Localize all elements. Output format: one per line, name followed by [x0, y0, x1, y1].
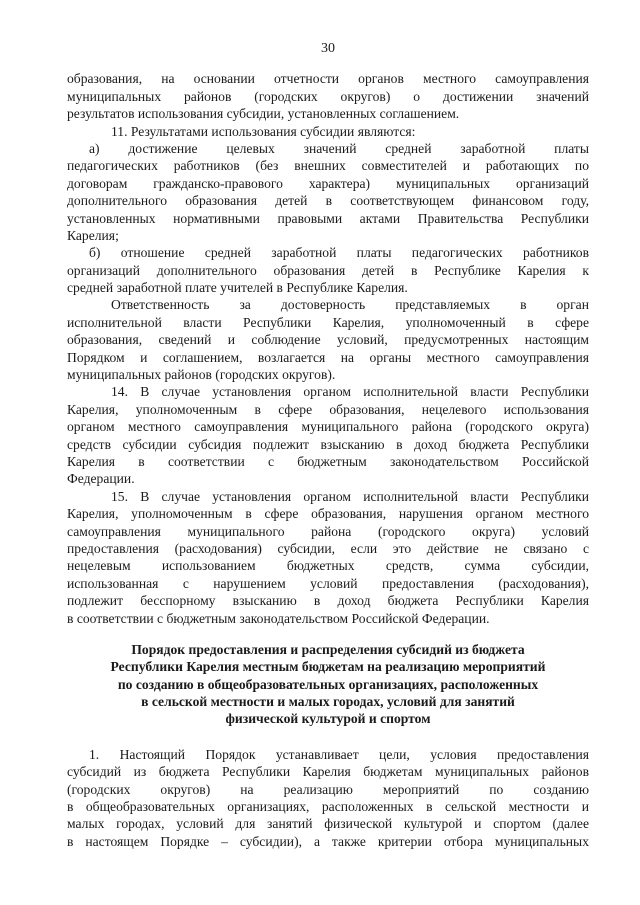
- text-line: 14. В случае установления органом исполнительной власти Республики: [111, 384, 589, 400]
- text-line: Карелия в соответствии с бюджетным законодательством Российской: [67, 454, 589, 469]
- text-line: в соответствии с бюджетным законодательством Российской Федерации.: [67, 610, 490, 626]
- text-line: б) отношение средней заработной платы педагогических работников: [89, 245, 589, 261]
- text-line: муниципальных районов (городских округов).: [67, 367, 336, 383]
- text-line: результатов использования субсидии, установленных соглашением.: [67, 106, 460, 122]
- paragraph-item-1: [67, 746, 589, 850]
- text-line: а) достижение целевых значений средней заработной платы: [89, 140, 589, 156]
- paragraph-item-11: [67, 123, 589, 140]
- document-page: [67, 40, 589, 850]
- text-line: муниципальных районов (городских округов) о достижении значений: [67, 88, 589, 104]
- text-line: образования, на основании отчетности органов местного самоуправления: [67, 71, 589, 87]
- text-line: нецелевым использованием бюджетных средств, сумма субсидии,: [67, 558, 589, 574]
- text-line: 1. Настоящий Порядок устанавливает цели, условия предоставления: [89, 746, 589, 762]
- text-line: органом местного самоуправления муниципального района (городского округа): [67, 419, 589, 435]
- paragraph-item-15: [67, 488, 589, 627]
- text-line: установленных нормативными правовыми актами Правительства Республики: [67, 210, 589, 226]
- text-line: субсидий из бюджета Республики Карелия бюджетам муниципальных районов: [67, 764, 589, 780]
- text-line: договорам гражданско-правового характера) муниципальных организаций: [67, 175, 589, 191]
- text-line: (городских округов) на реализацию мероприятий по созданию: [67, 781, 589, 797]
- heading-line: физической культурой и спортом: [225, 711, 431, 727]
- text-line: 15. В случае установления органом исполнительной власти Республики: [111, 488, 589, 504]
- text-line: Карелия;: [67, 227, 119, 243]
- page-number: 30: [321, 41, 335, 56]
- text-line: 11. Результатами использования субсидии являются:: [111, 123, 416, 139]
- section-heading: [67, 641, 589, 728]
- text-line: Карелия, уполномоченным в сфере образования, нецелевого использования: [67, 401, 589, 417]
- text-line: дополнительного образования детей в соответствующем финансовом году,: [67, 193, 589, 209]
- text-line: использованная с нарушением условий предоставления (расходования),: [67, 575, 589, 591]
- heading-line: по созданию в общеобразовательных организациях, расположенных: [117, 676, 539, 692]
- text-line: Федерации.: [67, 471, 135, 487]
- paragraph-item-12: [67, 296, 589, 383]
- paragraph-item-14: [67, 383, 589, 487]
- text-line: образования, сведений и соблюдение условий, предусмотренных настоящим: [67, 332, 589, 348]
- paragraph-item-b: [67, 244, 589, 296]
- text-line: малых городах, условий для занятий физической культурой и спортом (далее: [67, 816, 589, 832]
- text-line: исполнительной власти Республики Карелия, уполномоченный в сфере: [67, 314, 589, 330]
- text-line: предоставления (расходования) субсидии, если это действие не связано с: [67, 540, 589, 556]
- heading-line: в сельской местности и малых городах, условий для занятий: [141, 694, 515, 710]
- text-line: Карелия, уполномоченным в сфере образования, нарушения органом местного: [67, 506, 589, 522]
- text-line: Порядком и соглашением, возлагается на органы местного самоуправления: [67, 349, 589, 365]
- text-line: самоуправления муниципального района (городского округа) условий: [67, 523, 589, 539]
- text-line: средств субсидии субсидия подлежит взысканию в доход бюджета Республики: [67, 436, 589, 452]
- text-line: подлежит бесспорному взысканию в доход бюджета Республики Карелия: [67, 593, 589, 609]
- text-line: средней заработной плате учителей в Республике Карелия.: [67, 280, 408, 296]
- heading-line: Порядок предоставления и распределения субсидий из бюджета: [131, 641, 525, 657]
- heading-line: Республики Карелия местным бюджетам на реализацию мероприятий: [110, 659, 546, 675]
- text-line: Ответственность за достоверность представляемых в орган: [111, 297, 589, 313]
- text-line: в общеобразовательных организациях, расположенных в сельской местности и: [67, 799, 589, 815]
- paragraph-item-a: [67, 140, 589, 244]
- text-line: организаций дополнительного образования детей в Республике Карелия к: [67, 262, 589, 278]
- text-line: в настоящем Порядке – субсидии), а также критерии отбора муниципальных: [67, 833, 589, 849]
- text-line: педагогических работников (без внешних совместителей и работающих по: [67, 158, 589, 174]
- paragraph-continuation: [67, 70, 589, 122]
